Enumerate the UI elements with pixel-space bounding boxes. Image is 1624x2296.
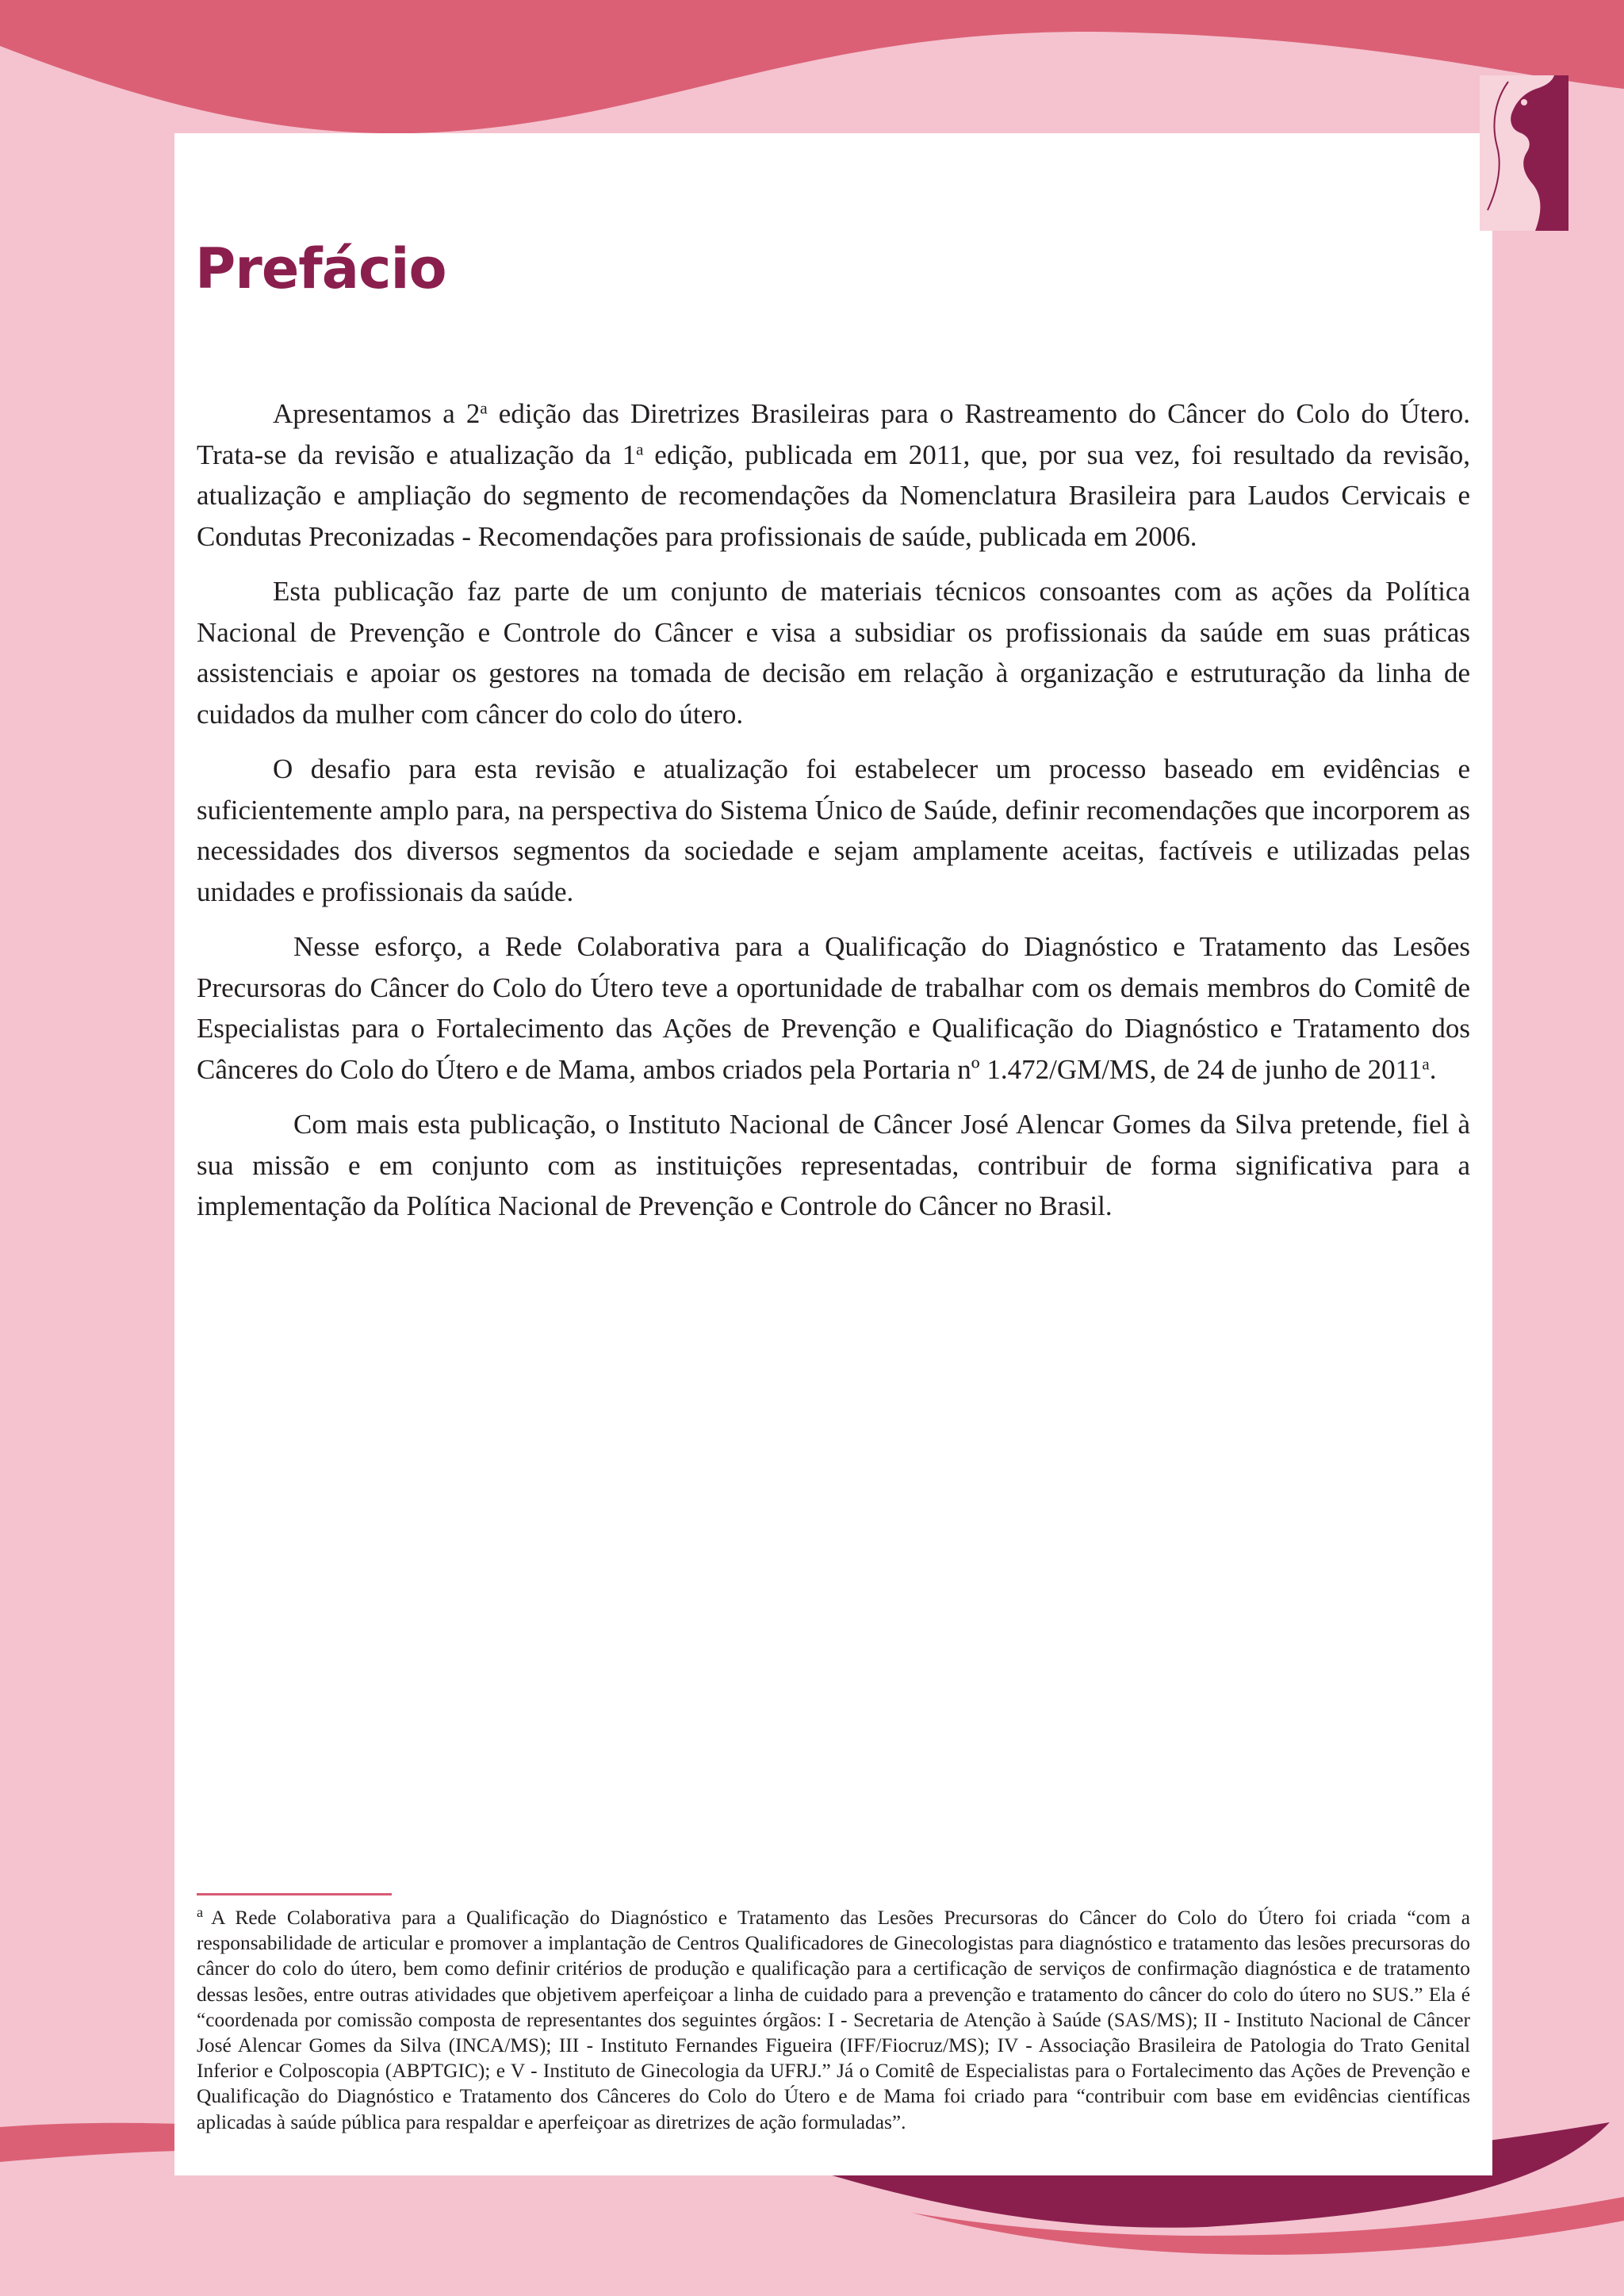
page-title: Prefácio: [195, 236, 446, 301]
preface-paragraph-1: Apresentamos a 2$^a$ edição das Diretrizes Brasileiras para o Rastreamento do Câncer do Colo do Útero. Trata-se da revisão e atualização da 1$^a$ edição, publicada em 2011, que, por sua vez, foi resultado da revisão, atualização e ampliação do segmento de recomendações da Nomenclatura Brasileira para Laudos Cervicais e Condutas Preconizadas - Recomendações para profissionais de saúde, publicada em 2006.: [197, 398, 1470, 552]
footnote-marker: a: [197, 1903, 204, 1920]
footnote: [197, 1905, 1470, 2135]
preface-paragraph-4: Nesse esforço, a Rede Colaborativa para a Qualificação do Diagnóstico e Tratamento das Lesões Precursoras do Câncer do Colo do Útero teve a oportunidade de trabalhar com os demais membros do Comitê de Especialistas para o Fortalecimento das Ações de Prevenção e Qualificação do Diagnóstico e Tratamento dos Cânceres do Colo do Útero e de Mama, ambos criados pela Portaria nº 1.472/GM/MS, de 24 de junho de 2011$^a$.: [197, 931, 1470, 1085]
woman-silhouette-logo: [1480, 75, 1568, 231]
preface-paragraph-5: Com mais esta publicação, o Instituto Nacional de Câncer José Alencar Gomes da Silva pretende, fiel à sua missão e em conjunto com as instituições representadas, contribuir de forma significativa para a implementação da Política Nacional de Prevenção e Controle do Câncer no Brasil.: [197, 1109, 1470, 1221]
footnote-text: A Rede Colaborativa para a Qualificação do Diagnóstico e Tratamento das Lesões Precursoras do Câncer do Colo do Útero foi criada “com a responsabilidade de articular e promover a implantação de Centros Qualificadores de Ginecologistas para diagnóstico e tratamento das lesões precursoras do câncer do colo do útero, bem como definir critérios de produção e qualificação para a certificação de serviços de confirmação diagnóstica e de tratamento dessas lesões, entre outras atividades que objetivem aperfeiçoar a linha de cuidado para a prevenção e tratamento do câncer do colo do útero no SUS.” Ela é “coordenada por comissão composta de representantes dos seguintes órgãos: I - Secretaria de Atenção à Saúde (SAS/MS); II - Instituto Nacional de Câncer José Alencar Gomes da Silva (INCA/MS); III - Instituto Fernandes Figueira (IFF/Fiocruz/MS); IV - Associação Brasileira de Patologia do Trato Genital Inferior e Colposcopia (ABPTGIC); e V - Instituto de Ginecologia da UFRJ.” Já o Comitê de Especialistas para o Fortalecimento das Ações de Prevenção e Qualificação do Diagnóstico e Tratamento dos Cânceres do Colo do Útero e de Mama foi criado para “contribuir com base em evidências científicas aplicadas à saúde pública para respaldar e aperfeiçoar as diretrizes de ação formuladas”.: [197, 1907, 1470, 2133]
ordinal-superscript: a: [480, 398, 488, 418]
footnote-divider: [197, 1893, 392, 1895]
preface-body: [197, 393, 1470, 1241]
preface-paragraph-3: O desafio para esta revisão e atualização foi estabelecer um processo baseado em evidências e suficientemente amplo para, na perspectiva do Sistema Único de Saúde, definir recomendações que incorporem as necessidades dos diversos segmentos da sociedade e sejam amplamente aceitas, factíveis e utilizadas pelas unidades e profissionais da saúde.: [197, 753, 1470, 907]
preface-paragraph-2: Esta publicação faz parte de um conjunto de materiais técnicos consoantes com as ações da Política Nacional de Prevenção e Controle do Câncer e visa a subsidiar os profissionais da saúde em suas práticas assistenciais e apoiar os gestores na tomada de decisão em relação à organização e estruturação da linha de cuidados da mulher com câncer do colo do útero.: [197, 576, 1470, 730]
ordinal-superscript: a: [636, 439, 644, 458]
footnote-reference: a: [1422, 1053, 1430, 1073]
